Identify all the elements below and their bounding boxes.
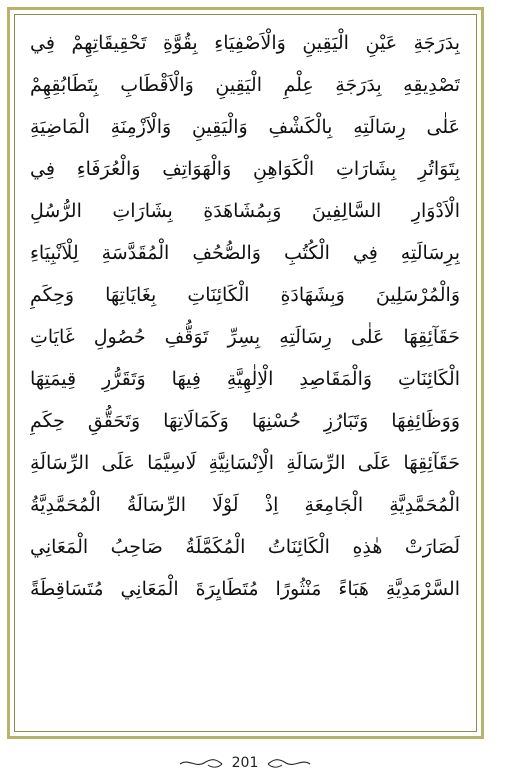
text-line: الْكَائِنَاتِ وَالْمَقَاصِدِ الْاِلٰهِيَّةِ فِيهَا وَتَقَرُّرِ قِيمَتِهَا xyxy=(30,368,460,390)
text-line: بِتَوَاتُرِ بِشَارَاتِ الْكَوَاهِنِ وَالْهَوَاتِفِ وَالْعُرَفَاءِ فِي xyxy=(30,158,460,180)
body-text xyxy=(30,22,460,722)
left-ornament-icon xyxy=(178,756,224,770)
text-line: وَوَظَائِفِهَا وَتَبَارُزِ حُسْنِهَا وَكَمَالَاتِهَا وَتَحَقُّقِ حِكَمِ xyxy=(30,410,460,432)
text-line: الْمُحَمَّدِيَّةِ الْجَامِعَةِ اِذْ لَوْلَا الرِّسَالَةُ الْمُحَمَّدِيَّةُ xyxy=(30,494,460,516)
text-line: حَقَآئِقِهَا عَلَى الرِّسَالَةِ الْاِنْسَانِيَّةِ لَاسِيَّمَا عَلَى الرِّسَالَةِ xyxy=(30,452,460,474)
text-line: حَقَآئِقِهَا عَلٰى رِسَالَتِهِ بِسِرِّ تَوَقُّفِ حُصُولِ غَايَاتِ xyxy=(30,326,460,348)
right-ornament-icon xyxy=(266,756,312,770)
page-number: 201 xyxy=(231,755,259,771)
text-line: بِدَرَجَةِ عَيْنِ الْيَقِينِ وَالْاَصْفِيَاءِ بِقُوَّةِ تَحْقِيقَاتِهِمْ فِي xyxy=(30,32,460,54)
page-footer xyxy=(0,752,490,774)
text-line: لَصَارَتْ هٰذِهِ الْكَائِنَاتُ الْمُكَمَّلَةُ صَاحِبُ الْمَعَانِي xyxy=(30,536,460,558)
text-line: الْاَدْوَارِ السَّالِفِينَ وَبِمُشَاهَدَةِ بِشَارَاتِ الرُّسُلِ xyxy=(30,200,460,222)
text-line: السَّرْمَدِيَّةِ هَبَاءً مَنْثُورًا مُتَطَايِرَةَ الْمَعَانِي مُتَسَاقِطَةً xyxy=(30,578,460,600)
text-line: تَصْدِيقِهِ بِدَرَجَةِ عِلْمِ الْيَقِينِ وَالْاَقْطَابِ بِتَطَابُقِهِمْ xyxy=(30,74,460,96)
text-line: بِرِسَالَتِهِ فِي الْكُتُبِ وَالصُّحُفِ الْمُقَدَّسَةِ لِلْاَنْبِيَاءِ xyxy=(30,242,460,264)
text-line: وَالْمُرْسَلِينَ وَبِشَهَادَةِ الْكَائِنَاتِ بِغَايَاتِهَا وَحِكَمِ xyxy=(30,284,460,306)
text-line: عَلٰى رِسَالَتِهِ بِالْكَشْفِ وَالْيَقِينِ وَالْاَزْمِنَةِ الْمَاضِيَةِ xyxy=(30,116,460,138)
